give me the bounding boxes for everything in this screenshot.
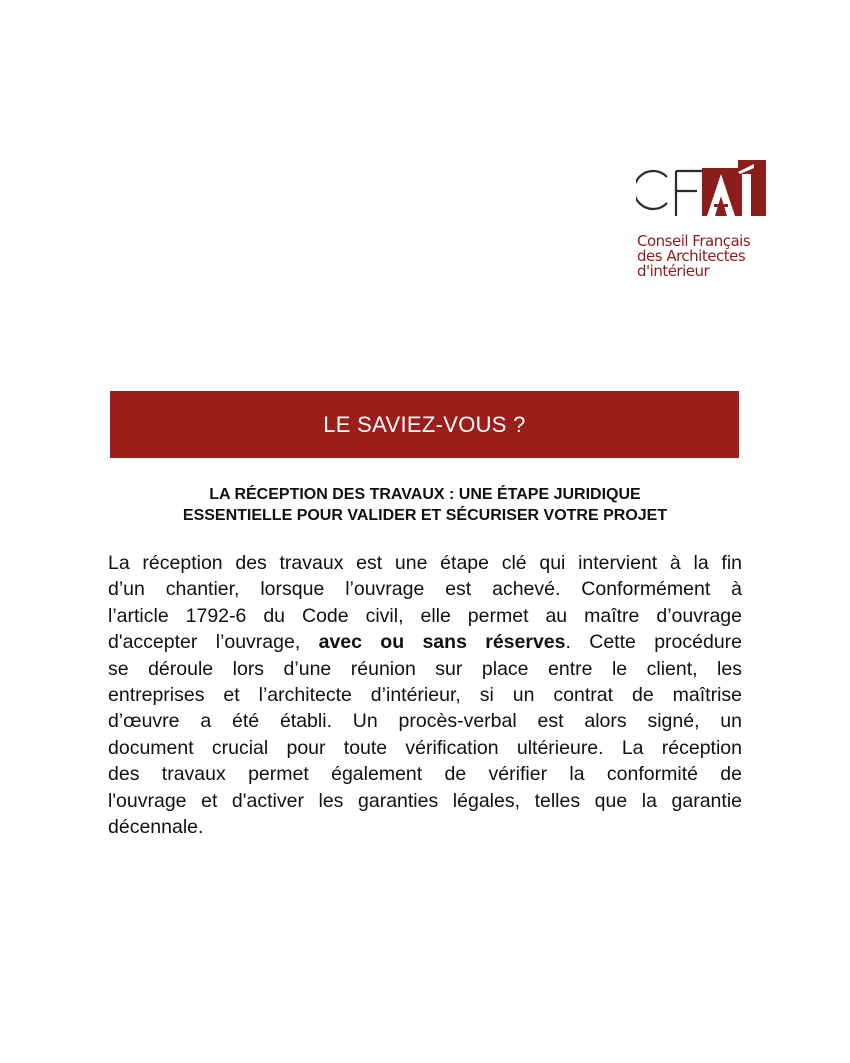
body-line-part: . Cette procédure xyxy=(565,631,743,654)
logo-caption xyxy=(637,234,750,279)
logo-letter-i xyxy=(742,174,751,216)
article-subtitle xyxy=(100,484,750,526)
body-line: des travaux permet également de vérifier la conformité de xyxy=(108,763,742,786)
logo-letter-f xyxy=(676,171,702,216)
body-line: d’un chantier, lorsque l’ouvrage est achevé. Conformément à xyxy=(108,578,742,601)
logo-letter-c xyxy=(636,171,667,209)
body-line: se déroule lors d’une réunion sur place entre le client, les xyxy=(108,657,742,680)
body-line: entreprises et l’architecte d’intérieur, si un contrat de maîtrise xyxy=(108,683,742,706)
body-line: d’œuvre a été établi. Un procès-verbal est alors signé, un xyxy=(108,710,742,733)
subtitle-line-1: LA RÉCEPTION DES TRAVAUX : UNE ÉTAPE JURIDIQUE xyxy=(209,486,641,503)
banner-title: LE SAVIEZ-VOUS ? xyxy=(323,411,526,437)
body-line xyxy=(108,629,742,655)
body-line: décennale. xyxy=(108,815,204,838)
logo-caption-line-2: des Architectes xyxy=(637,247,746,265)
bold-emphasis: avec ou sans réserves xyxy=(318,631,566,654)
saviez-vous-banner xyxy=(110,391,739,458)
body-line: l'ouvrage et d'activer les garanties légales, telles que la garantie xyxy=(108,789,742,812)
article-body xyxy=(108,550,742,840)
logo-caption-line-1: Conseil Français xyxy=(637,232,751,250)
body-line: document crucial pour toute vérification ultérieure. La réception xyxy=(108,736,742,759)
logo-caption-line-3: d'intérieur xyxy=(637,262,710,280)
subtitle-line-2: ESSENTIELLE POUR VALIDER ET SÉCURISER VOTRE PROJET xyxy=(182,507,668,524)
body-line: l’article 1792-6 du Code civil, elle permet au maître d’ouvrage xyxy=(108,604,742,627)
cfai-logo xyxy=(636,158,786,298)
body-line: La réception des travaux est une étape clé qui intervient à la fin xyxy=(108,552,742,574)
cfai-wordmark-logo xyxy=(636,158,786,222)
body-line-part: d'accepter l’ouvrage, xyxy=(108,631,319,654)
